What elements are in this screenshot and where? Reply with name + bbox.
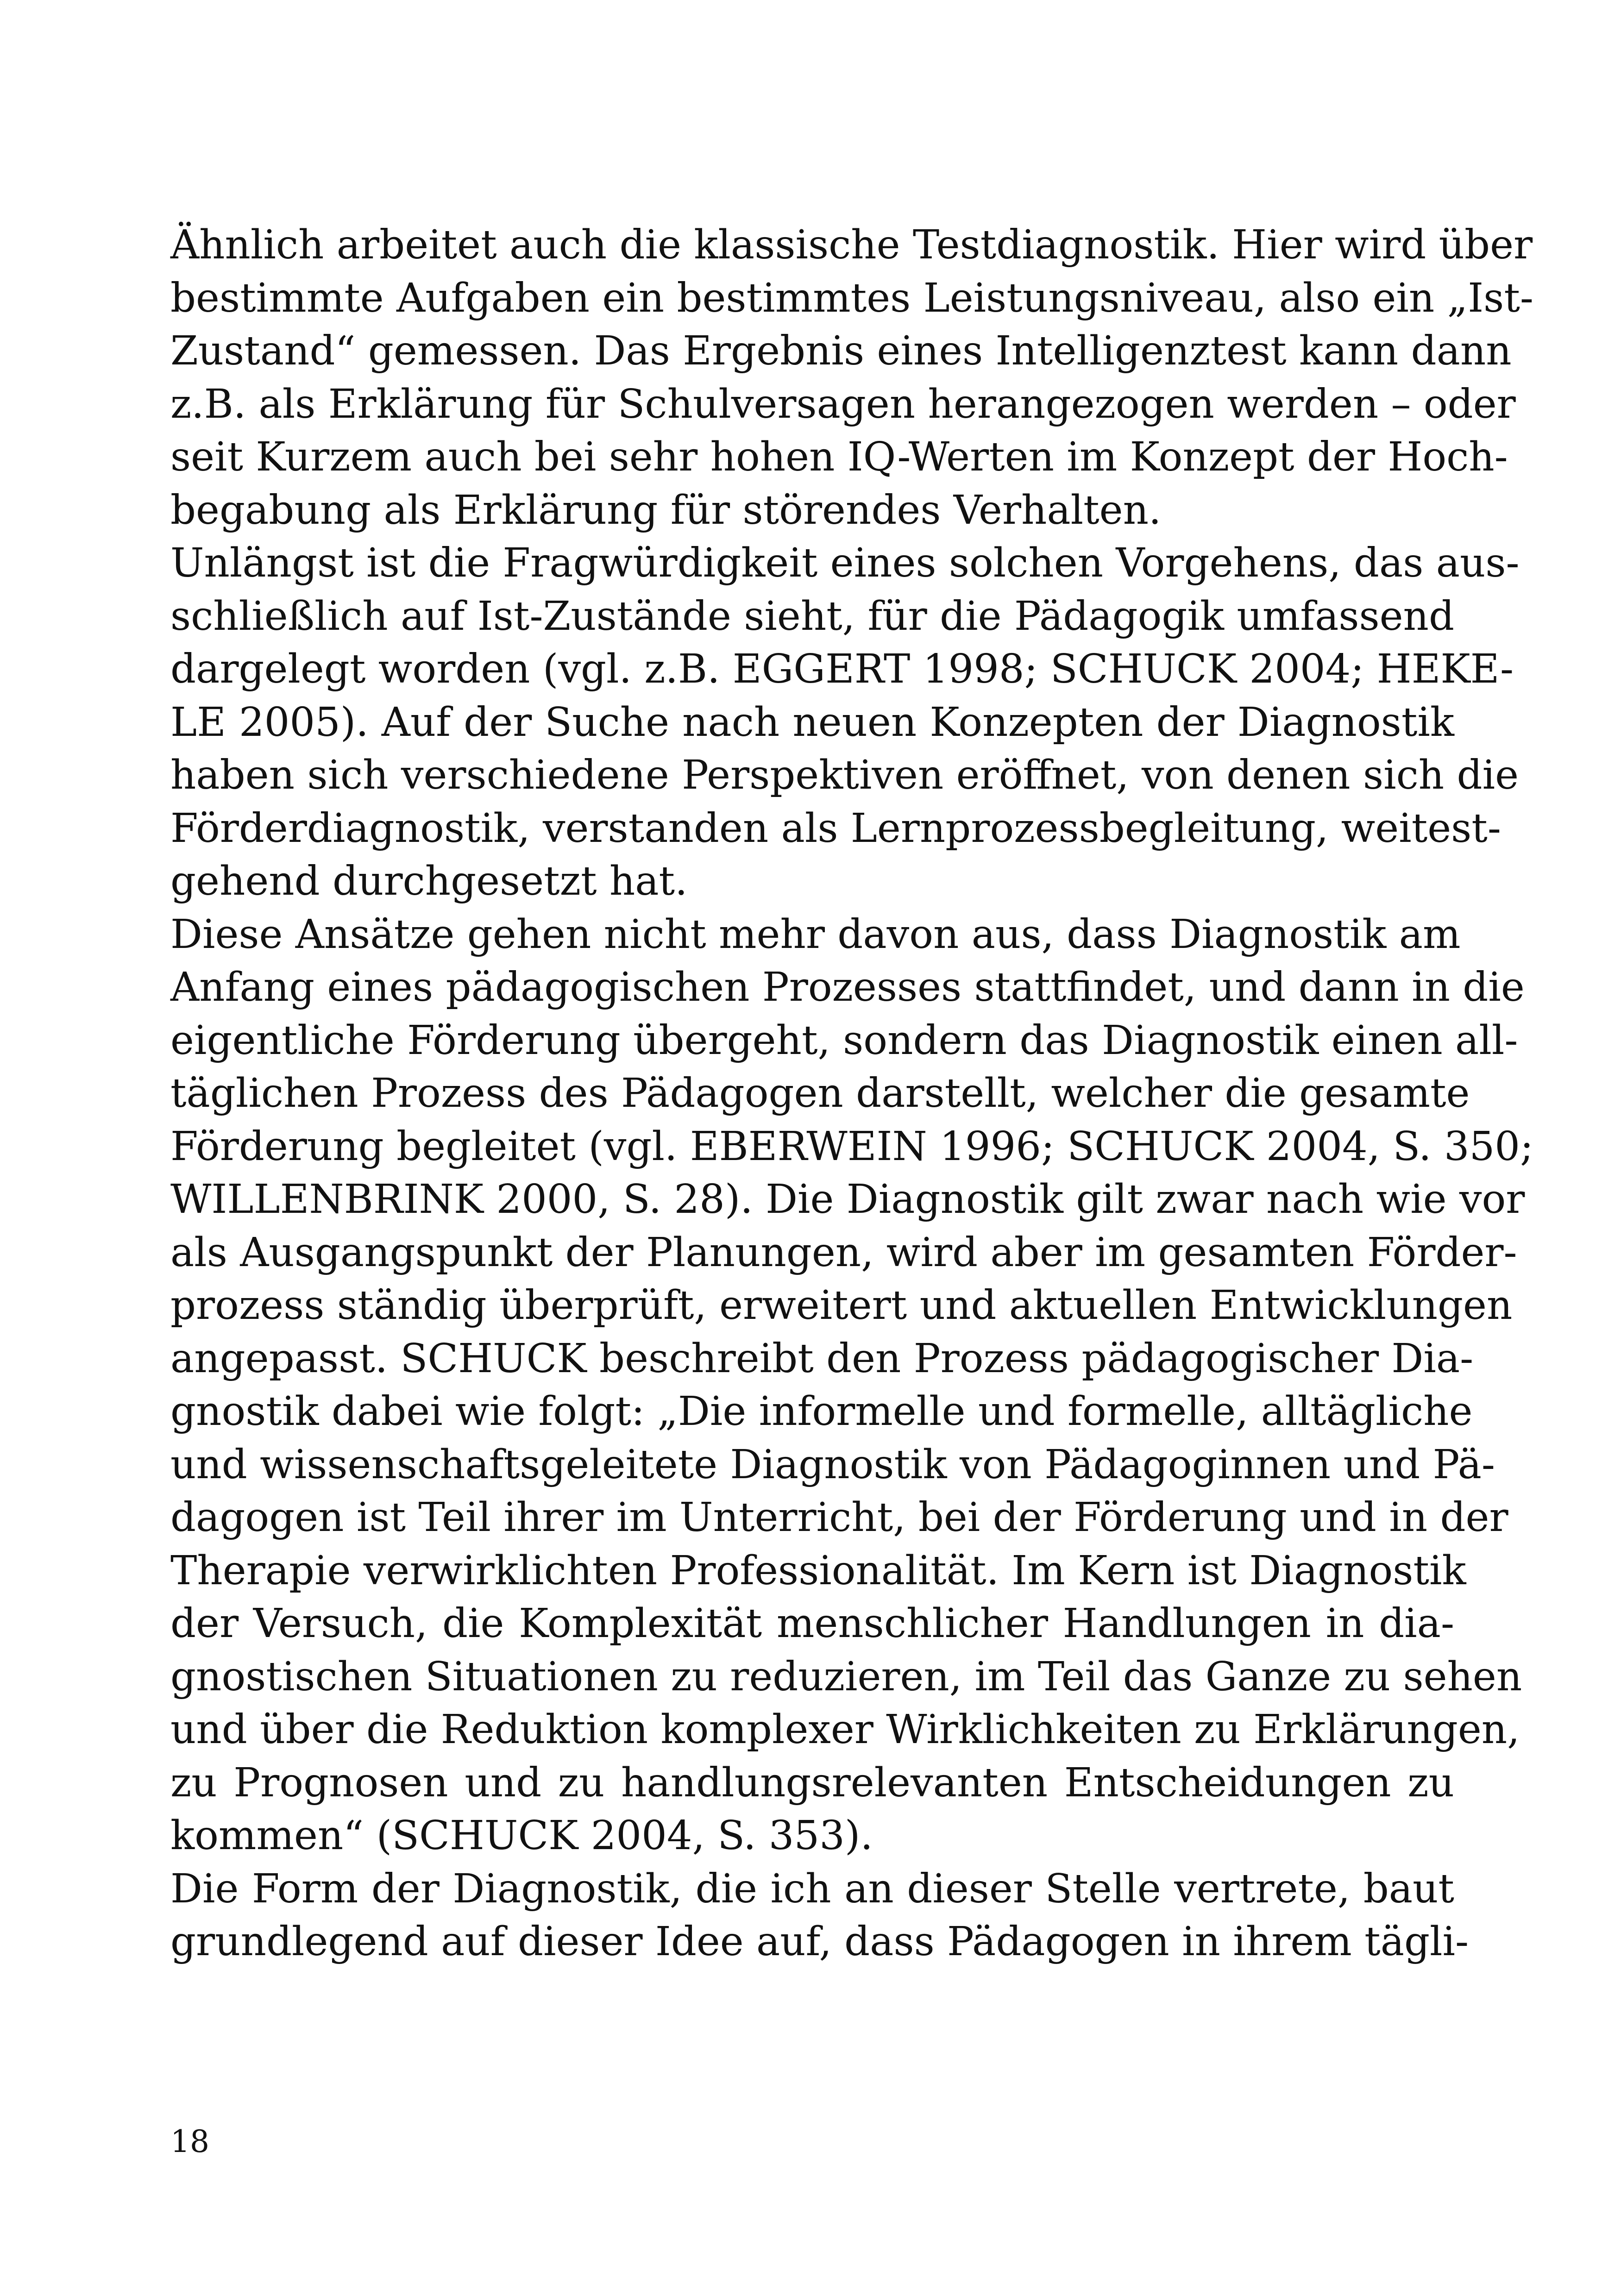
text-line: zu Prognosen und zu handlungsrelevanten Entscheidungen zu bbox=[170, 1759, 1454, 1806]
body-text bbox=[170, 219, 1533, 1969]
text-line: gnostischen Situationen zu reduzieren, im Teil das Ganze zu sehen bbox=[170, 1653, 1522, 1700]
text-line: schließlich auf Ist-Zustände sieht, für die Pädagogik umfassend bbox=[170, 593, 1454, 640]
text-line: Die Form der Diagnostik, die ich an dieser Stelle vertrete, baut bbox=[170, 1865, 1454, 1912]
text-line: gnostik dabei wie folgt: „Die informelle und formelle, alltägliche bbox=[170, 1388, 1473, 1435]
text-line: haben sich verschiedene Perspektiven eröffnet, von denen sich die bbox=[170, 752, 1519, 798]
page-number: 18 bbox=[170, 2124, 209, 2159]
text-line: der Versuch, die Komplexität menschlicher Handlungen in dia- bbox=[170, 1600, 1454, 1647]
text-line: Förderdiagnostik, verstanden als Lernprozessbegleitung, weitest- bbox=[170, 805, 1501, 852]
paragraph bbox=[170, 219, 1533, 537]
text-line: täglichen Prozess des Pädagogen darstellt, welcher die gesamte bbox=[170, 1070, 1470, 1117]
text-line: Anfang eines pädagogischen Prozesses stattfindet, und dann in die bbox=[170, 964, 1525, 1010]
text-line: begabung als Erklärung für störendes Verhalten. bbox=[170, 487, 1162, 533]
text-line: dargelegt worden (vgl. z.B. EGGERT 1998; SCHUCK 2004; HEKE- bbox=[170, 646, 1514, 692]
text-line: LE 2005). Auf der Suche nach neuen Konzepten der Diagnostik bbox=[170, 699, 1454, 746]
text-line: Unlängst ist die Fragwürdigkeit eines solchen Vorgehens, das aus- bbox=[170, 540, 1520, 586]
text-line: seit Kurzem auch bei sehr hohen IQ-Werten im Konzept der Hoch- bbox=[170, 434, 1508, 480]
text-line: dagogen ist Teil ihrer im Unterricht, bei der Förderung und in der bbox=[170, 1494, 1508, 1541]
paragraph bbox=[170, 908, 1533, 1863]
text-line: Förderung begleitet (vgl. EBERWEIN 1996; SCHUCK 2004, S. 350; bbox=[170, 1123, 1533, 1170]
text-line: kommen“ (SCHUCK 2004, S. 353). bbox=[170, 1813, 873, 1859]
text-line: Diese Ansätze gehen nicht mehr davon aus, dass Diagnostik am bbox=[170, 911, 1461, 958]
text-line: und wissenschaftsgeleitete Diagnostik von Pädagoginnen und Pä- bbox=[170, 1441, 1495, 1488]
text-line: z.B. als Erklärung für Schulversagen herangezogen werden – oder bbox=[170, 381, 1516, 427]
text-line: gehend durchgesetzt hat. bbox=[170, 858, 688, 904]
text-line: grundlegend auf dieser Idee auf, dass Pädagogen in ihrem tägli- bbox=[170, 1919, 1469, 1965]
text-line: WILLENBRINK 2000, S. 28). Die Diagnostik gilt zwar nach wie vor bbox=[170, 1176, 1525, 1223]
text-line: als Ausgangspunkt der Planungen, wird aber im gesamten Förder- bbox=[170, 1229, 1517, 1276]
text-line: und über die Reduktion komplexer Wirklichkeiten zu Erklärungen, bbox=[170, 1706, 1520, 1753]
text-line: eigentliche Förderung übergeht, sondern das Diagnostik einen all- bbox=[170, 1017, 1518, 1064]
text-line: Ähnlich arbeitet auch die klassische Testdiagnostik. Hier wird über bbox=[170, 222, 1533, 268]
paragraph bbox=[170, 537, 1520, 908]
text-line: Zustand“ gemessen. Das Ergebnis eines Intelligenztest kann dann bbox=[170, 328, 1512, 374]
text-line: Therapie verwirklichten Professionalität. Im Kern ist Diagnostik bbox=[170, 1547, 1466, 1594]
text-line: bestimmte Aufgaben ein bestimmtes Leistungsniveau, also ein „Ist- bbox=[170, 275, 1533, 321]
text-line: angepasst. SCHUCK beschreibt den Prozess pädagogischer Dia- bbox=[170, 1335, 1474, 1382]
paragraph bbox=[170, 1863, 1469, 1969]
text-line: prozess ständig überprüft, erweitert und aktuellen Entwicklungen bbox=[170, 1282, 1513, 1329]
